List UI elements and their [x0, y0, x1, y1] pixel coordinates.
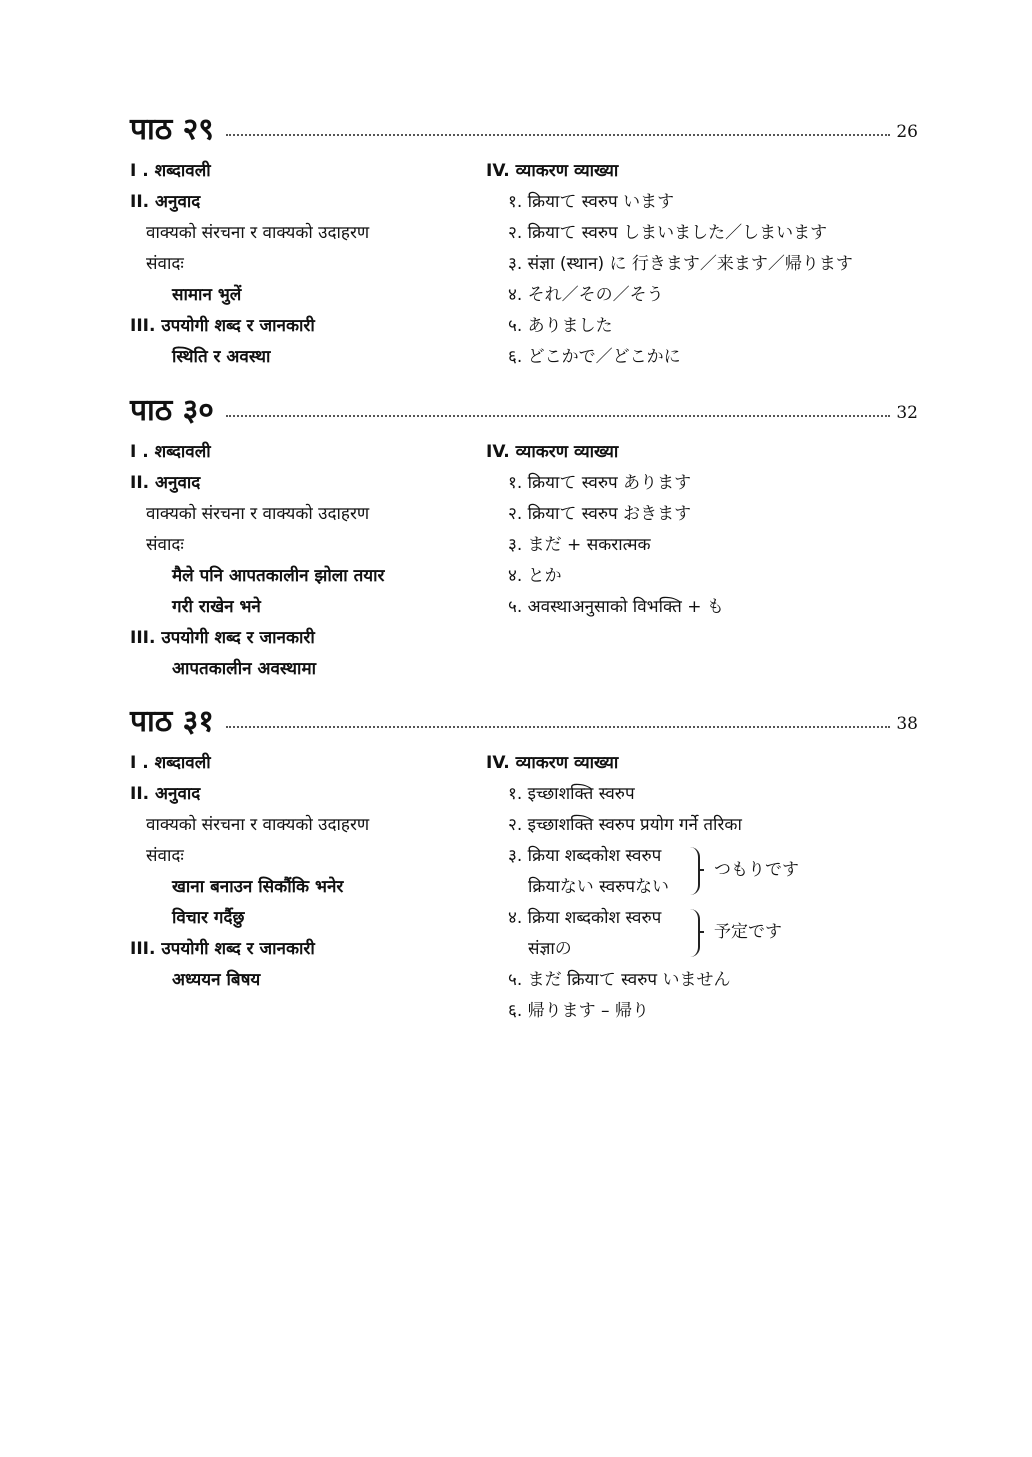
left-column [130, 748, 480, 996]
section-useful-words: III. उपयोगी शब्द र जानकारी [130, 939, 315, 959]
section-vocabulary: I . शब्दावली [130, 753, 211, 773]
grammar-item: ५. ありました [508, 316, 613, 336]
page-number: 26 [896, 122, 918, 142]
useful-words-topic: अध्ययन बिषय [172, 970, 261, 990]
grammar-item: ५. まだ क्रियाて स्वरुप いません [508, 970, 731, 990]
useful-words-topic: स्थिति र अवस्था [172, 347, 271, 367]
grammar-group-suffix: 予定です [714, 922, 782, 942]
section-grammar: IV. व्याकरण व्याख्या [486, 161, 619, 181]
lesson-30 [130, 391, 920, 679]
section-translation: II. अनुवाद [130, 192, 201, 212]
dialogue-label: संवादः [146, 846, 184, 866]
dialogue-label: संवादः [146, 535, 184, 555]
dot-leader [226, 134, 890, 136]
grammar-item: ४. それ／その／そう [508, 285, 664, 305]
grammar-item: ३. まだ + सकरात्मक [508, 535, 651, 555]
grammar-item: ६. 帰ります – 帰り [508, 1001, 649, 1021]
brace-icon [690, 847, 700, 895]
grammar-item: २. इच्छाशक्ति स्वरुप प्रयोग गर्ने तरिका [508, 815, 742, 835]
dialogue-title-cont: विचार गर्दैछु [172, 908, 245, 928]
page-number: 32 [896, 403, 918, 423]
left-column [130, 156, 480, 373]
section-grammar: IV. व्याकरण व्याख्या [486, 753, 619, 773]
sentence-structure-item: वाक्यको संरचना र वाक्यको उदाहरण [146, 815, 370, 835]
section-grammar: IV. व्याकरण व्याख्या [486, 442, 619, 462]
lesson-29 [130, 110, 920, 367]
dialogue-title: खाना बनाउन सिकौंकि भनेर [172, 877, 344, 897]
grammar-item: २. क्रियाて स्वरुप おきます [508, 504, 692, 524]
lesson-title: पाठ ३० [130, 391, 218, 431]
grammar-item: १. इच्छाशक्ति स्वरुप [508, 784, 635, 804]
section-useful-words: III. उपयोगी शब्द र जानकारी [130, 316, 315, 336]
grammar-item: १. क्रियाて स्वरुप あります [508, 473, 692, 493]
useful-words-topic: आपतकालीन अवस्थामा [172, 659, 317, 679]
grammar-group-line: संज्ञाの [528, 939, 572, 959]
dot-leader [226, 415, 890, 417]
grammar-group-line: क्रियाない स्वरुपない [528, 877, 670, 897]
lesson-heading [130, 110, 920, 156]
brace-tip [698, 931, 704, 933]
brace-tip [698, 869, 704, 871]
right-column [486, 156, 926, 373]
sentence-structure-item: वाक्यको संरचना र वाक्यको उदाहरण [146, 223, 370, 243]
grammar-item: ६. どこかで／どこかに [508, 347, 681, 367]
dialogue-label: संवादः [146, 254, 184, 274]
lesson-31 [130, 702, 920, 1021]
grammar-group-line: ३. क्रिया शब्दकोश स्वरुप [508, 846, 662, 866]
sentence-structure-item: वाक्यको संरचना र वाक्यको उदाहरण [146, 504, 370, 524]
grammar-group-suffix: つもりです [714, 860, 799, 880]
right-column [486, 437, 926, 623]
grammar-item: ३. संज्ञा (स्थान) に 行きます／来ます／帰ります [508, 254, 853, 274]
section-vocabulary: I . शब्दावली [130, 442, 211, 462]
lesson-heading [130, 391, 920, 437]
grammar-item: ५. अवस्थाअनुसाको विभक्ति + も [508, 597, 724, 617]
brace-icon [690, 909, 700, 957]
grammar-group-line: ४. क्रिया शब्दकोश स्वरुप [508, 908, 662, 928]
lesson-title: पाठ ३१ [130, 702, 218, 742]
dot-leader [226, 726, 890, 728]
dialogue-title-cont: गरी राखेन भने [172, 597, 261, 617]
left-column [130, 437, 480, 685]
dialogue-title: सामान भुलें [172, 285, 242, 305]
section-useful-words: III. उपयोगी शब्द र जानकारी [130, 628, 315, 648]
section-translation: II. अनुवाद [130, 473, 201, 493]
dialogue-title: मैले पनि आपतकालीन झोला तयार [172, 566, 385, 586]
grammar-item: ४. とか [508, 566, 562, 586]
grammar-item-group [486, 903, 926, 965]
grammar-item: १. क्रियाて स्वरुप います [508, 192, 675, 212]
right-column [486, 748, 926, 1027]
grammar-item: २. क्रियाて स्वरुप しまいました／しまいます [508, 223, 828, 243]
section-translation: II. अनुवाद [130, 784, 201, 804]
lesson-heading [130, 702, 920, 748]
grammar-item-group [486, 841, 926, 903]
section-vocabulary: I . शब्दावली [130, 161, 211, 181]
page-number: 38 [896, 714, 918, 734]
lesson-title: पाठ २९ [130, 110, 218, 150]
